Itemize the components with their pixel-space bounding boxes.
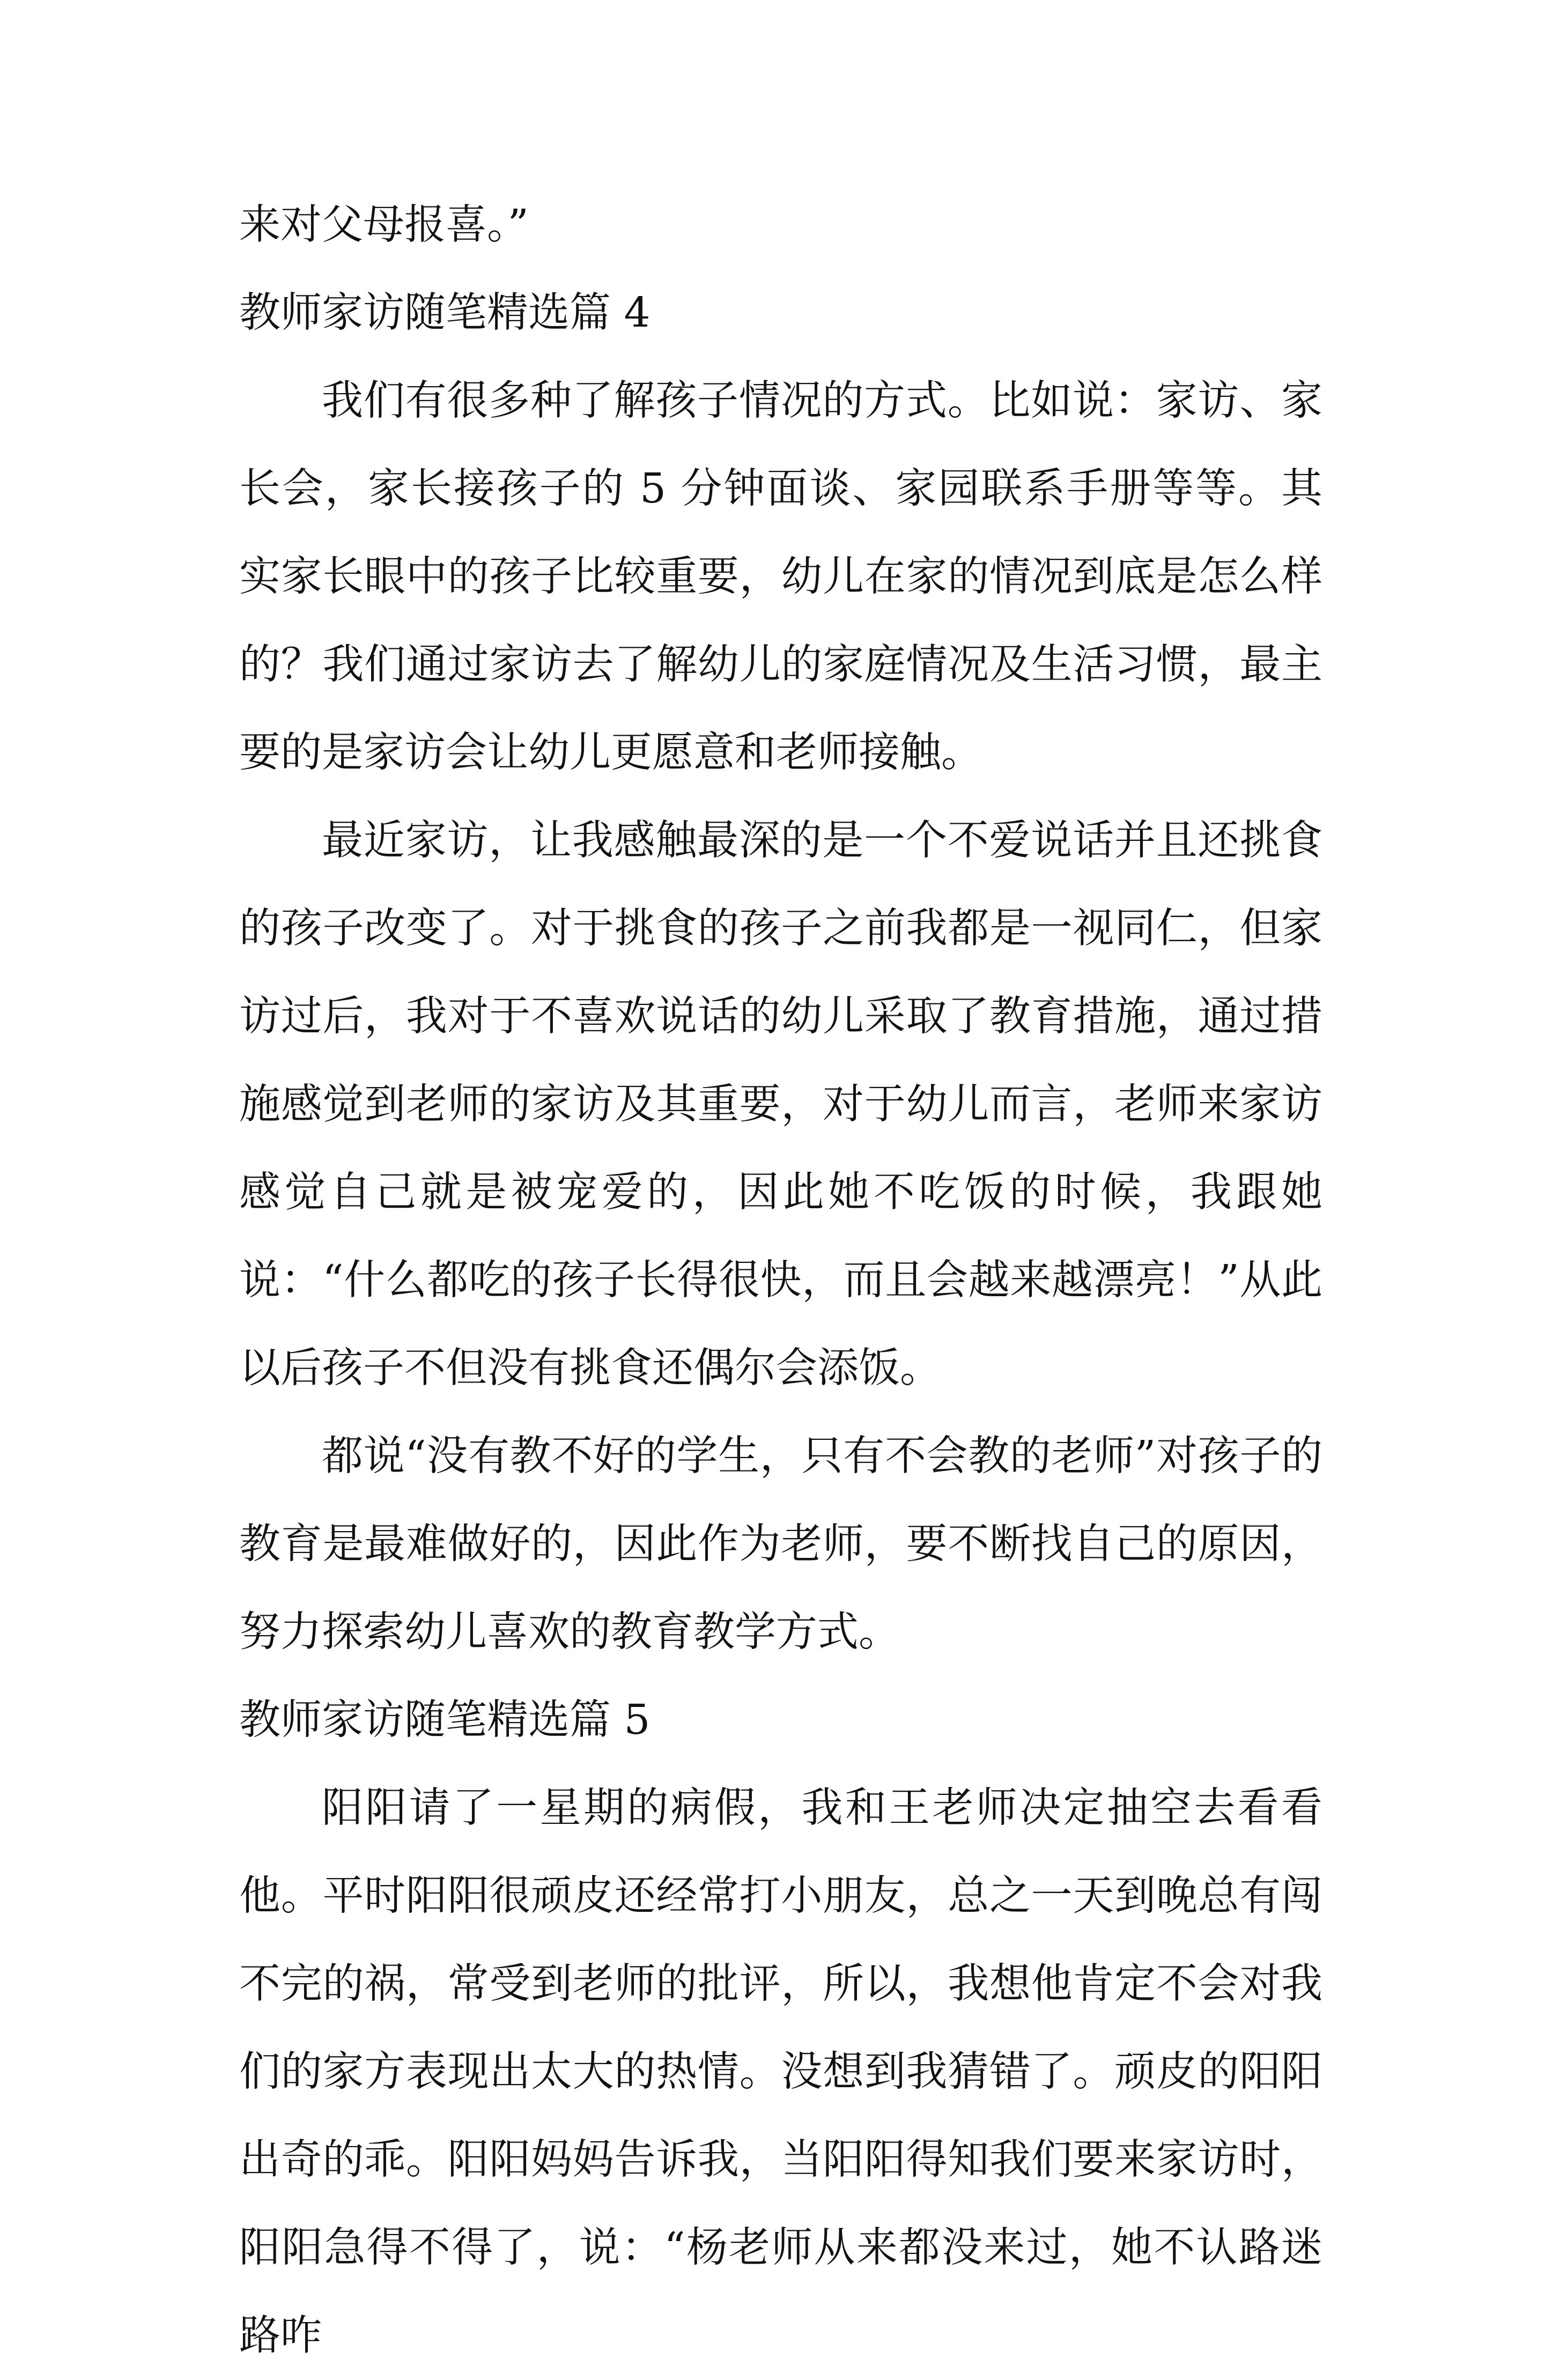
document-body bbox=[239, 181, 1322, 2380]
paragraph-picky-eater: 最近家访，让我感触最深的是一个不爱说话并且还挑食的孩子改变了。对于挑食的孩子之前我都是一视同仁，但家访过后，我对于不喜欢说话的幼儿采取了教育措施，通过措施感觉到老师的家访及其重要，对于幼儿而言，老师来家访感觉自己就是被宠爱的，因此她不吃饭的时候，我跟她说：“什么都吃的孩子长得很快，而且会越来越漂亮！”从此以后孩子不但没有挑食还偶尔会添饭。 bbox=[239, 817, 1322, 1392]
paragraph-yangyang: 阳阳请了一星期的病假，我和王老师决定抽空去看看他。平时阳阳很顽皮还经常打小朋友，总之一天到晚总有闯不完的祸，常受到老师的批评，所以，我想他肯定不会对我们的家方表现出太大的热情。没想到我猜错了。顽皮的阳阳出奇的乖。阳阳妈妈告诉我，当阳阳得知我们要来家访时，阳阳急得不得了，说：“杨老师从来都没来过，她不认路迷路咋 bbox=[239, 1784, 1322, 2360]
section-heading-4: 教师家访随笔精选篇 4 bbox=[239, 289, 651, 337]
paragraph-no-bad-students: 都说“没有教不好的学生，只有不会教的老师”对孩子的教育是最难做好的，因此作为老师，要不断找自己的原因，努力探索幼儿喜欢的教育教学方式。 bbox=[239, 1432, 1322, 1656]
continuation-text: 来对父母报喜。” bbox=[239, 201, 529, 249]
paragraph-home-visit-methods: 我们有很多种了解孩子情况的方式。比如说：家访、家长会，家长接孩子的 5 分钟面谈、家园联系手册等等。其实家长眼中的孩子比较重要，幼儿在家的情况到底是怎么样的？我们通过家访去了解幼儿的家庭情况及生活习惯，最主要的是家访会让幼儿更愿意和老师接触。 bbox=[239, 377, 1322, 777]
section-heading-5: 教师家访随笔精选篇 5 bbox=[239, 1696, 651, 1744]
